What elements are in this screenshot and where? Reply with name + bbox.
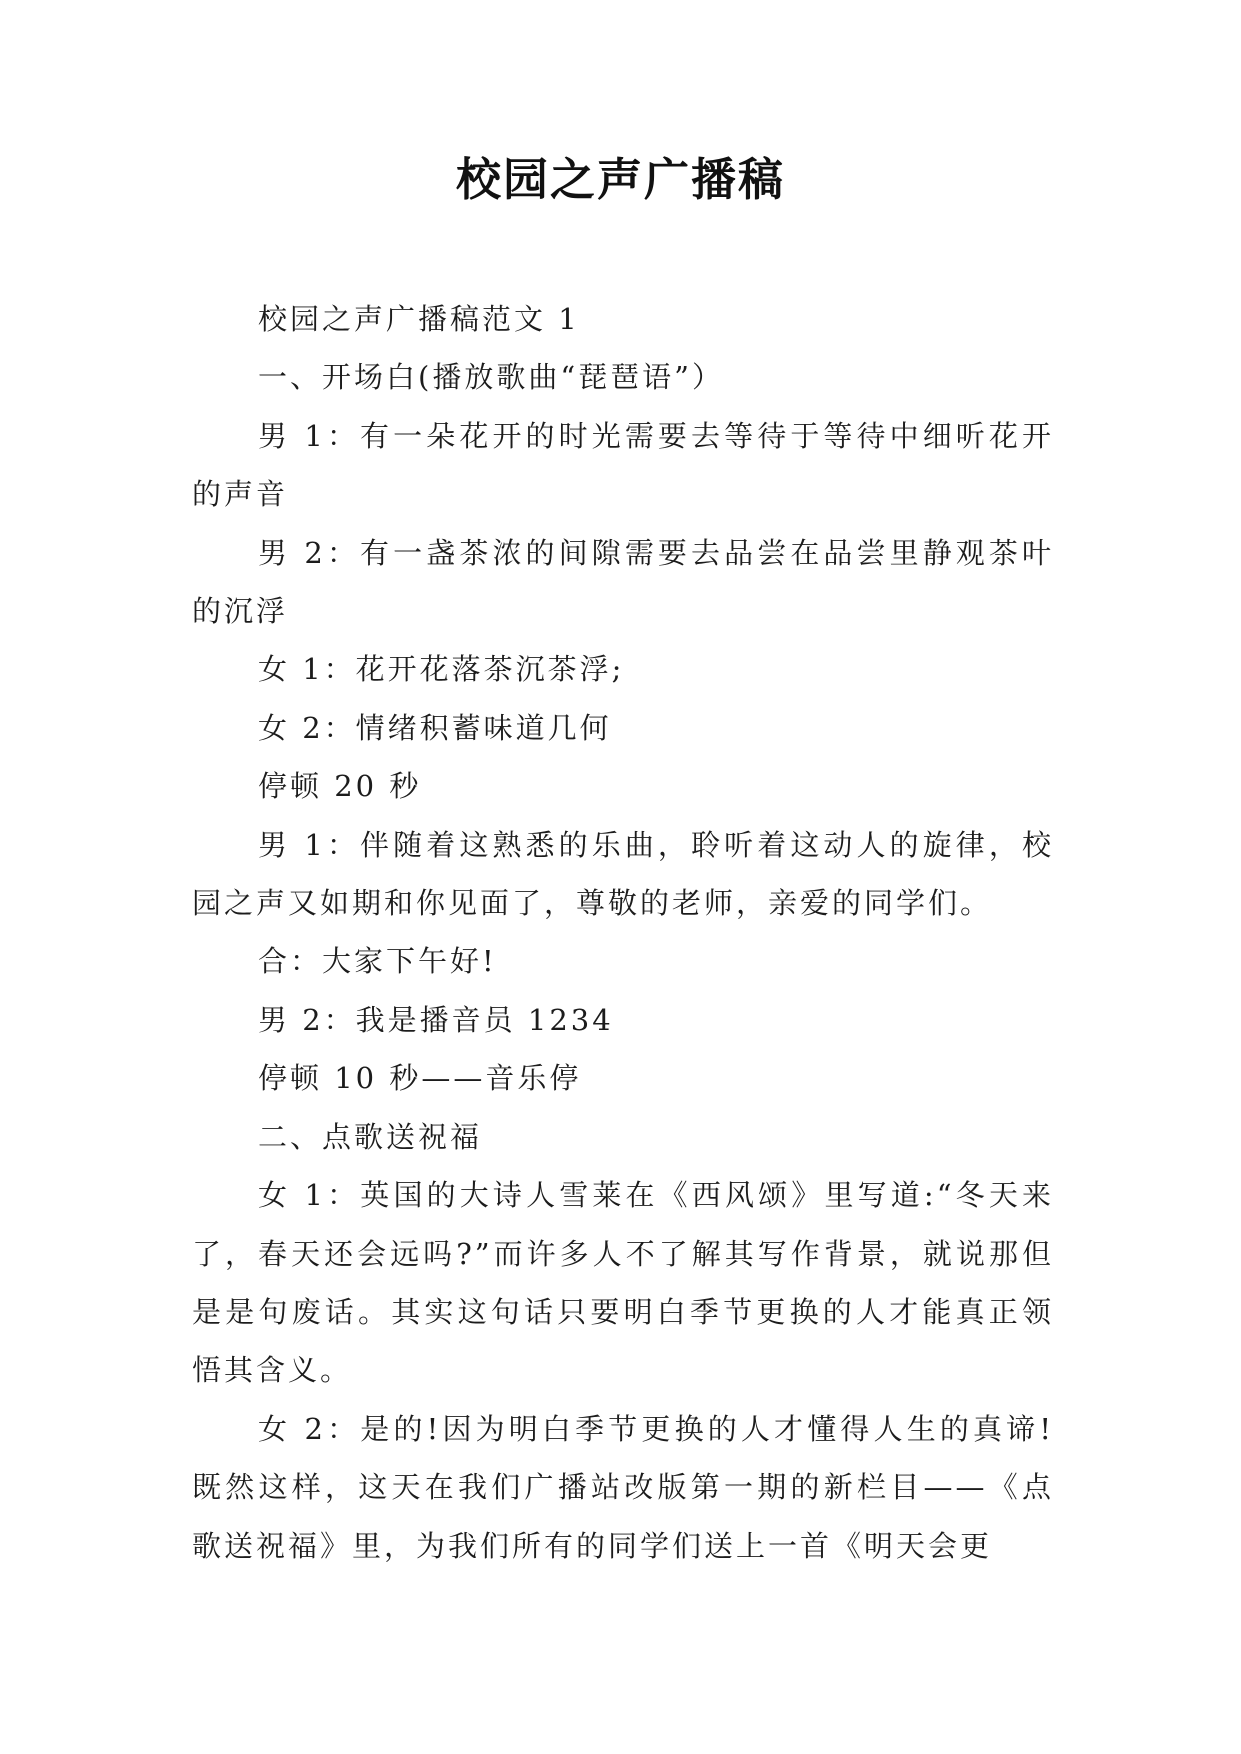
paragraph-female1-line2: 女 1：英国的大诗人雪莱在《西风颂》里写道:“冬天来了，春天还会远吗?”而许多人不了解其写作背景，就说那但是是句废话。其实这句话只要明白季节更换的人才能真正领悟其含义。 bbox=[192, 1178, 1054, 1388]
paragraph-section-opening: 一、开场白(播放歌曲“琵琶语”） bbox=[258, 360, 724, 395]
paragraph-essay-heading: 校园之声广播稿范文 1 bbox=[258, 302, 580, 336]
paragraph-female1-line1: 女 1：花开花落茶沉茶浮; bbox=[258, 652, 625, 687]
paragraph-male2-line2: 男 2：我是播音员 1234 bbox=[258, 1002, 614, 1037]
document-body bbox=[192, 290, 1054, 1575]
paragraph-female2-line1: 女 2：情绪积蓄味道几何 bbox=[258, 710, 612, 745]
document-title: 校园之声广播稿 bbox=[455, 153, 785, 206]
paragraph-together: 合：大家下午好! bbox=[258, 944, 497, 979]
paragraph-female2-line2: 女 2：是的!因为明白季节更换的人才懂得人生的真谛!既然这样，这天在我们广播站改版第一期的新栏目——《点歌送祝福》里，为我们所有的同学们送上一首《明天会更 bbox=[192, 1411, 1054, 1563]
paragraph-male2-line1: 男 2：有一盏茶浓的间隙需要去品尝在品尝里静观茶叶的沉浮 bbox=[192, 535, 1054, 629]
paragraph-male1-line2: 男 1：伴随着这熟悉的乐曲，聆听着这动人的旋律，校园之声又如期和你见面了，尊敬的老师，亲爱的同学们。 bbox=[192, 827, 1054, 921]
paragraph-pause-20s: 停顿 20 秒 bbox=[258, 769, 422, 804]
paragraph-section-songs: 二、点歌送祝福 bbox=[258, 1119, 483, 1154]
paragraph-pause-10s: 停顿 10 秒——音乐停 bbox=[258, 1061, 582, 1096]
paragraph-male1-line1: 男 1：有一朵花开的时光需要去等待于等待中细听花开的声音 bbox=[192, 418, 1054, 512]
